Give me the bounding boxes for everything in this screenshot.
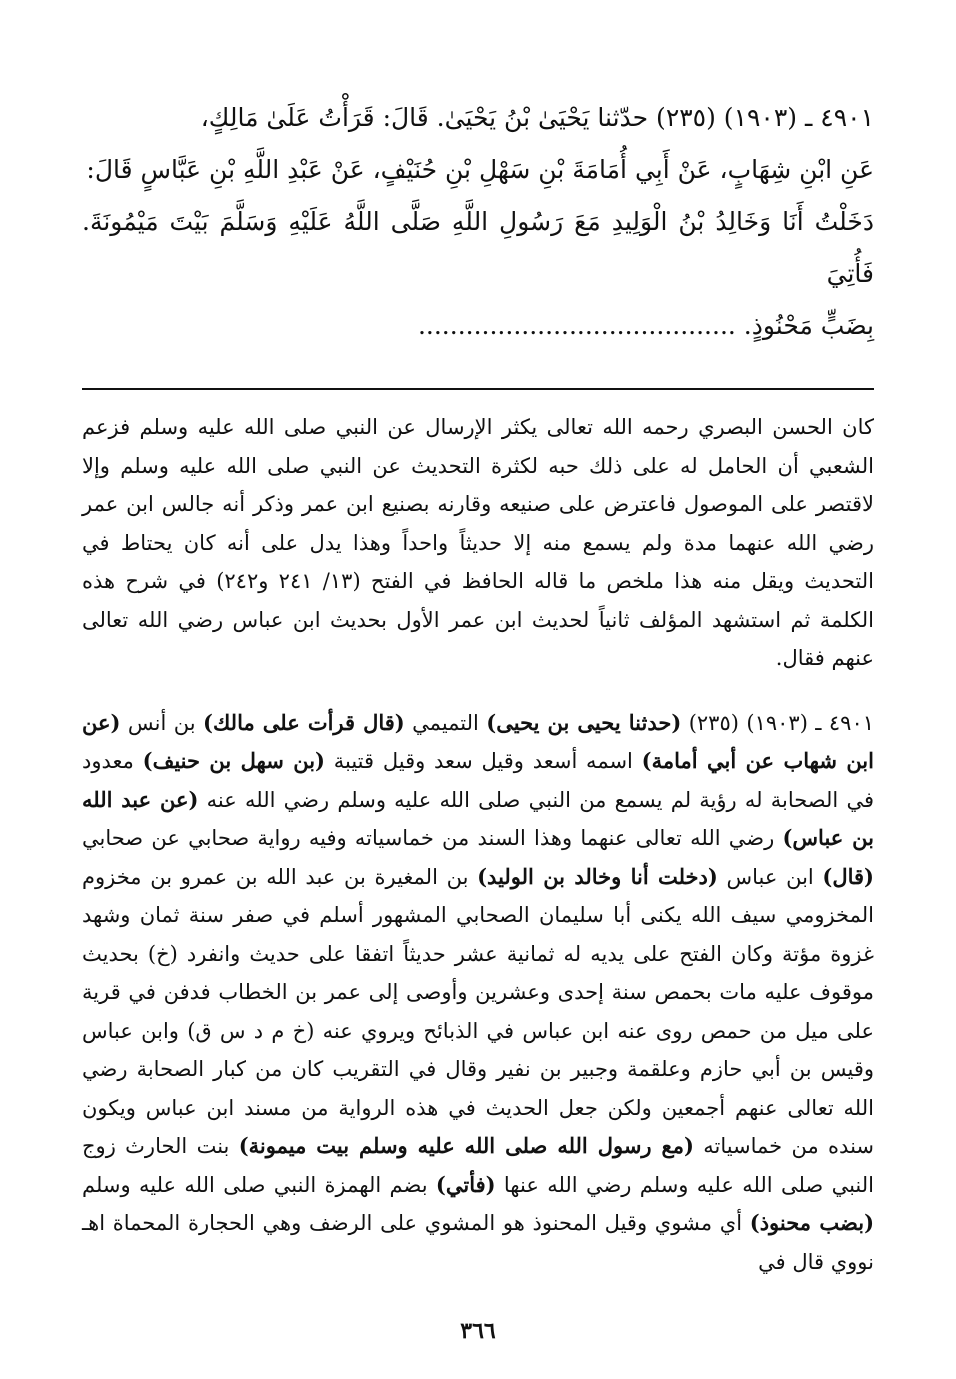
commentary-run: ٤٩٠١ ـ (١٩٠٣) (٢٣٥) (681, 710, 875, 735)
bold-quote: (دخلت أنا وخالد بن الوليد) (477, 863, 718, 889)
commentary-run: ابن عباس (717, 864, 823, 889)
hadith-line: ٤٩٠١ ـ (١٩٠٣) (٢٣٥) حدّثنا يَحْيَىٰ بْنُ يَحْيَىٰ. قَالَ: قَرَأْتُ عَلَىٰ مَالِكٍ، (200, 103, 874, 132)
commentary-run: بن أنس (120, 710, 204, 735)
hadith-line-last (82, 300, 874, 352)
commentary-run: بضم الهمزة النبي صلى الله عليه وسلم (82, 1172, 436, 1197)
commentary-run: رضي الله تعالى عنهما وهذا السند من خماسياته وفيه رواية صحابي عن صحابي (82, 826, 783, 850)
hadith-line: دَخَلْتُ أَنَا وَخَالِدُ بْنُ الْوَلِيدِ مَعَ رَسُولِ اللَّهِ صَلَّى اللَّهُ عَلَيْهِ وَسَلَّمَ بَيْتَ مَيْمُونَةَ. فَأُتِيَ (82, 207, 874, 288)
commentary-run: أي مشوي وقيل المحنوذ هو المشوي على الرضف وهي الحجارة المحماة اهـ نووي قال في (82, 1211, 874, 1274)
bold-quote: (حدثنا يحيى بن يحيى) (486, 709, 682, 735)
commentary-run: بنت الحارث زوج النبي صلى الله عليه وسلم رضي الله عنها (82, 1134, 874, 1197)
hadith-text (82, 92, 874, 352)
hadith-last-words: بِضَبٍّ مَحْنُوذٍ. (743, 311, 874, 340)
commentary (82, 408, 874, 1281)
bold-quote: (مع رسول الله صلى الله عليه وسلم بيت ميمونة) (238, 1133, 694, 1158)
bold-quote: (فأتي) (435, 1171, 496, 1197)
commentary-run: التميمي (404, 710, 487, 735)
commentary-paragraph: كان الحسن البصري رحمه الله تعالى يكثر الإرسال عن النبي صلى الله عليه وسلم فزعم الشعبي أن الحامل له على ذلك حبه لكثرة التحديث عن النبي صلى الله عليه وسلم وإلا لاقتصر على الموصول فاعترض على صنيعه وقارنه بصنيع ابن عمر وذكر أنه جالس ابن عمر رضي الله عنهما مدة ولم يسمع منه إلا حديثاً واحداً وهذا يدل على أنه كان يحتاط في التحديث ويقل منه هذا ملخص ما قاله الحافظ في الفتح (١٣/ ٢٤١ و٢٤٢) في شرح هذه الكلمة ثم استشهد المؤلف ثانياً لحديث ابن عمر الأول بحديث ابن عباس رضي الله تعالى عنهم فقال. (82, 415, 874, 670)
commentary-run: معدود في الصحابة له رؤية لم يسمع من النبي صلى الله عليه وسلم رضي الله عنه (82, 749, 874, 812)
commentary-paragraph-hadith (82, 704, 874, 1282)
hadith-line: عَنِ ابْنِ شِهَابٍ، عَنْ أَبِي أُمَامَةَ بْنِ سَهْلِ بْنِ حُنَيْفٍ، عَنْ عَبْدِ اللَّهِ بْنِ عَبَّاسٍ قَالَ: (86, 155, 874, 184)
bold-quote: (قال قرأت على مالك) (203, 709, 405, 735)
page-number: ٣٦٦ (460, 1318, 496, 1344)
bold-quote: (عن ابن شهاب عن أبي أمامة) (82, 709, 874, 773)
dotted-leader: ........................................ (417, 311, 736, 340)
bold-quote: (قال) (822, 863, 874, 889)
commentary-run: اسمه أسعد وقيل سعد وقيل قتيبة (324, 749, 642, 773)
footnote-separator (82, 388, 874, 390)
bold-quote: (بضب محنوذ) (749, 1210, 874, 1235)
book-page (82, 92, 874, 1352)
commentary-run: بن المغيرة بن عبد الله بن عمرو بن مخزوم المخزومي سيف الله يكنى أبا سليمان الصحابي المشهور أسلم في صفر سنة ثمان وشهد غزوة مؤتة وكان الفتح على يديه له ثمانية عشر حديثاً اتفقا على حديث وانفرد (خ) بحديث موقوف عليه مات بحمص سنة إحدى وعشرين وأوصى إلى عمر بن الخطاب فدفن في قرية على ميل من حمص روى عنه ابن عباس في الذبائح ويروي عنه (خ م د س ق) وابن عباس وقيس بن أبي حازم وعلقمة وجبير بن نفير وقال في التقريب كان من كبار الصحابة رضي الله تعالى عنهم أجمعين ولكن جعل الحديث في هذه الرواية من مسند ابن عباس ويكون سنده من خماسياته (82, 864, 874, 1158)
bold-quote: (عن عبد الله بن عباس) (82, 786, 874, 850)
bold-quote: (بن سهل بن حنيف) (142, 748, 325, 773)
